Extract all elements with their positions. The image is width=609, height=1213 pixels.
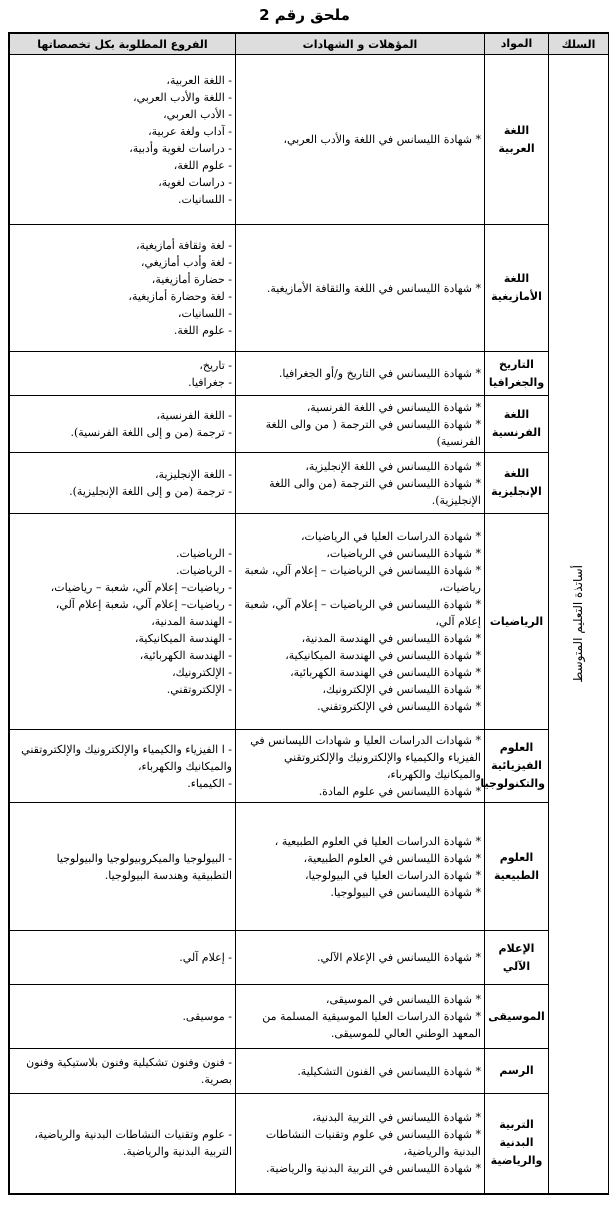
branch-item: - دراسات لغوية وأدبية، xyxy=(13,140,232,157)
qualifications-cell xyxy=(236,730,485,803)
branches-cell xyxy=(9,396,236,453)
qualifications-cell xyxy=(236,985,485,1049)
qualification-item: * شهادة الليسانس في علوم المادة. xyxy=(239,783,481,800)
subject-cell: العلوم الطبيعية xyxy=(485,803,549,931)
subject-cell: اللغة الفرنسية xyxy=(485,396,549,453)
qualification-item: * شهادة الليسانس في الرياضيات – إعلام آلي، شعبة رياضيات، xyxy=(239,562,481,596)
branches-cell xyxy=(9,352,236,396)
table-row xyxy=(9,514,609,730)
branch-item: - لغة وحضارة أمازيغية، xyxy=(13,288,232,305)
branch-item: - اللغة الفرنسية، xyxy=(13,407,232,424)
qualification-item: * شهادة الليسانس في الرياضيات – إعلام آلي، شعبة إعلام آلي، xyxy=(239,596,481,630)
table-row xyxy=(9,55,609,225)
corps-label: أساتذة التعليم المتوسط xyxy=(571,564,585,683)
header-corps: السلك xyxy=(549,33,609,55)
header-qualifications: المؤهلات و الشهادات xyxy=(236,33,485,55)
branch-item: - لغة وثقافة أمازيغية، xyxy=(13,237,232,254)
table-row xyxy=(9,225,609,352)
branch-item: - حضارة أمازيغية، xyxy=(13,271,232,288)
branch-item: - البيولوجيا والميكروبيولوجيا والبيولوجيا التطبيقية وهندسة البيولوجيا. xyxy=(13,850,232,884)
branches-cell xyxy=(9,55,236,225)
branch-item: - اللسانيات، xyxy=(13,305,232,322)
qualification-item: * شهادة الليسانس في اللغة الفرنسية، xyxy=(239,399,481,416)
branch-item: - ترجمة (من و إلى اللغة الإنجليزية). xyxy=(13,483,232,500)
table-body xyxy=(9,55,609,1194)
qualification-item: * شهادة الليسانس في الترجمة (من والى اللغة الإنجليزية). xyxy=(239,475,481,509)
corps-cell xyxy=(549,55,609,1194)
qualification-item: * شهادة الليسانس في الفنون التشكيلية. xyxy=(239,1063,481,1080)
qualification-item: * شهادة الليسانس في علوم وتقنيات النشاطات البدنية والرياضية، xyxy=(239,1126,481,1160)
subject-cell: العلوم الفيزيائية والتكنولوجيا xyxy=(485,730,549,803)
branch-item: - موسيقى. xyxy=(13,1008,232,1025)
subject-cell: التاريخ والجغرافيا xyxy=(485,352,549,396)
qualification-item: * شهادة الدراسات العليا في الرياضيات، xyxy=(239,528,481,545)
branch-item: - ا الفيزياء والكيمياء والإلكترونيك والإلكتروتقني والميكانيك والكهرباء، xyxy=(13,741,232,775)
subject-cell: اللغة الأمازيغية xyxy=(485,225,549,352)
qualifications-cell xyxy=(236,352,485,396)
table-header-row xyxy=(9,33,609,55)
qualification-item: * شهادة الليسانس في التربية البدنية والرياضية. xyxy=(239,1160,481,1177)
branch-item: - رياضيات– إعلام آلي، شعبة إعلام آلي، xyxy=(13,596,232,613)
subject-cell: اللغة العربية xyxy=(485,55,549,225)
table-row xyxy=(9,931,609,985)
qualification-item: * شهادة الدراسات العليا في البيولوجيا، xyxy=(239,867,481,884)
branch-item: - الهندسة الكهربائية، xyxy=(13,647,232,664)
branch-item: - علوم اللغة، xyxy=(13,157,232,174)
branch-item: - علوم وتقنيات النشاطات البدنية والرياضية، التربية البدنية والرياضية. xyxy=(13,1126,232,1160)
table-row xyxy=(9,1094,609,1194)
qualifications-cell xyxy=(236,803,485,931)
qualifications-cell xyxy=(236,396,485,453)
qualification-item: * شهادة الدراسات العليا الموسيقية المسلمة من المعهد الوطني العالي للموسيقى. xyxy=(239,1008,481,1042)
qualification-item: * شهادة الليسانس في الهندسة المدنية، xyxy=(239,630,481,647)
branch-item: - الهندسة الميكانيكية، xyxy=(13,630,232,647)
subject-cell: الإعلام الآلي xyxy=(485,931,549,985)
qualification-item: * شهادة الليسانس في التاريخ و/أو الجغرافيا. xyxy=(239,365,481,382)
qualification-item: * شهادة الليسانس في التربية البدنية، xyxy=(239,1109,481,1126)
branches-cell xyxy=(9,514,236,730)
branch-item: - الأدب العربي، xyxy=(13,106,232,123)
branch-item: - الرياضيات. xyxy=(13,545,232,562)
header-branches: الفروع المطلوبة بكل تخصصاتها xyxy=(9,33,236,55)
table-row xyxy=(9,803,609,931)
branch-item: - لغة وأدب أمازيغي، xyxy=(13,254,232,271)
branch-item: - الهندسة المدنية، xyxy=(13,613,232,630)
branches-cell xyxy=(9,1049,236,1094)
qualification-item: * شهادات الدراسات العليا و شهادات الليسانس في الفيزياء والكيمياء والإلكترونيك والإلكتروتقني والميكانيك والكهرباء، xyxy=(239,732,481,783)
branch-item: - ترجمة (من و إلى اللغة الفرنسية). xyxy=(13,424,232,441)
qualification-item: * شهادة الليسانس في اللغة الإنجليزية، xyxy=(239,458,481,475)
branch-item: - اللغة الإنجليزية، xyxy=(13,466,232,483)
annex-table xyxy=(8,32,609,1195)
subject-cell: التربية البدنية والرياضية xyxy=(485,1094,549,1194)
qualification-item: * شهادة الليسانس في البيولوجيا. xyxy=(239,884,481,901)
qualification-item: * شهادة الليسانس في الإلكترونيك، xyxy=(239,681,481,698)
qualifications-cell xyxy=(236,514,485,730)
qualification-item: * شهادة الليسانس في الإعلام الآلي. xyxy=(239,949,481,966)
branches-cell xyxy=(9,453,236,514)
branches-cell xyxy=(9,1094,236,1194)
qualifications-cell xyxy=(236,55,485,225)
qualification-item: * شهادة الليسانس في الترجمة ( من والى اللغة الفرنسية) xyxy=(239,416,481,450)
table-row xyxy=(9,396,609,453)
branches-cell xyxy=(9,985,236,1049)
qualifications-cell xyxy=(236,1094,485,1194)
branches-cell xyxy=(9,931,236,985)
branch-item: - رياضيات– إعلام آلي، شعبة – رياضيات، xyxy=(13,579,232,596)
qualification-item: * شهادة الليسانس في العلوم الطبيعية، xyxy=(239,850,481,867)
qualification-item: * شهادة الليسانس في الرياضيات، xyxy=(239,545,481,562)
branch-item: - دراسات لغوية، xyxy=(13,174,232,191)
branch-item: - الكيمياء. xyxy=(13,775,232,792)
table-row xyxy=(9,1049,609,1094)
subject-cell: اللغة الإنجليزية xyxy=(485,453,549,514)
qualifications-cell xyxy=(236,225,485,352)
qualification-item: * شهادة الدراسات العليا في العلوم الطبيعية ، xyxy=(239,833,481,850)
qualification-item: * شهادة الليسانس في اللغة والثقافة الأمازيغية. xyxy=(239,280,481,297)
qualification-item: * شهادة الليسانس في اللغة والأدب العربي، xyxy=(239,131,481,148)
qualifications-cell xyxy=(236,931,485,985)
branch-item: - إعلام آلي. xyxy=(13,949,232,966)
branch-item: - الإلكترونيك، xyxy=(13,664,232,681)
qualification-item: * شهادة الليسانس في الإلكتروتقني. xyxy=(239,698,481,715)
table-row xyxy=(9,352,609,396)
page-title: ملحق رقم 2 xyxy=(259,6,350,24)
table-row xyxy=(9,985,609,1049)
qualification-item: * شهادة الليسانس في الهندسة الميكانيكية، xyxy=(239,647,481,664)
branches-cell xyxy=(9,730,236,803)
qualifications-cell xyxy=(236,1049,485,1094)
branch-item: - تاريخ، xyxy=(13,357,232,374)
branch-item: - الإلكتروتقني. xyxy=(13,681,232,698)
table-row xyxy=(9,730,609,803)
qualifications-cell xyxy=(236,453,485,514)
branch-item: - جغرافيا. xyxy=(13,374,232,391)
table-row xyxy=(9,453,609,514)
branch-item: - الرياضيات. xyxy=(13,562,232,579)
qualification-item: * شهادة الليسانس في الهندسة الكهربائية، xyxy=(239,664,481,681)
subject-cell: الموسيقى xyxy=(485,985,549,1049)
branches-cell xyxy=(9,803,236,931)
branches-cell xyxy=(9,225,236,352)
qualification-item: * شهادة الليسانس في الموسيقى، xyxy=(239,991,481,1008)
branch-item: - اللغة العربية، xyxy=(13,72,232,89)
subject-cell: الرسم xyxy=(485,1049,549,1094)
header-subject: المواد xyxy=(485,33,549,55)
branch-item: - علوم اللغة. xyxy=(13,322,232,339)
branch-item: - اللغة والأدب العربي، xyxy=(13,89,232,106)
branch-item: - اللسانيات. xyxy=(13,191,232,208)
branch-item: - فنون وفنون تشكيلية وفنون بلاستيكية وفنون بصرية. xyxy=(13,1054,232,1088)
subject-cell: الرياضيات xyxy=(485,514,549,730)
branch-item: - آداب ولغة عربية، xyxy=(13,123,232,140)
